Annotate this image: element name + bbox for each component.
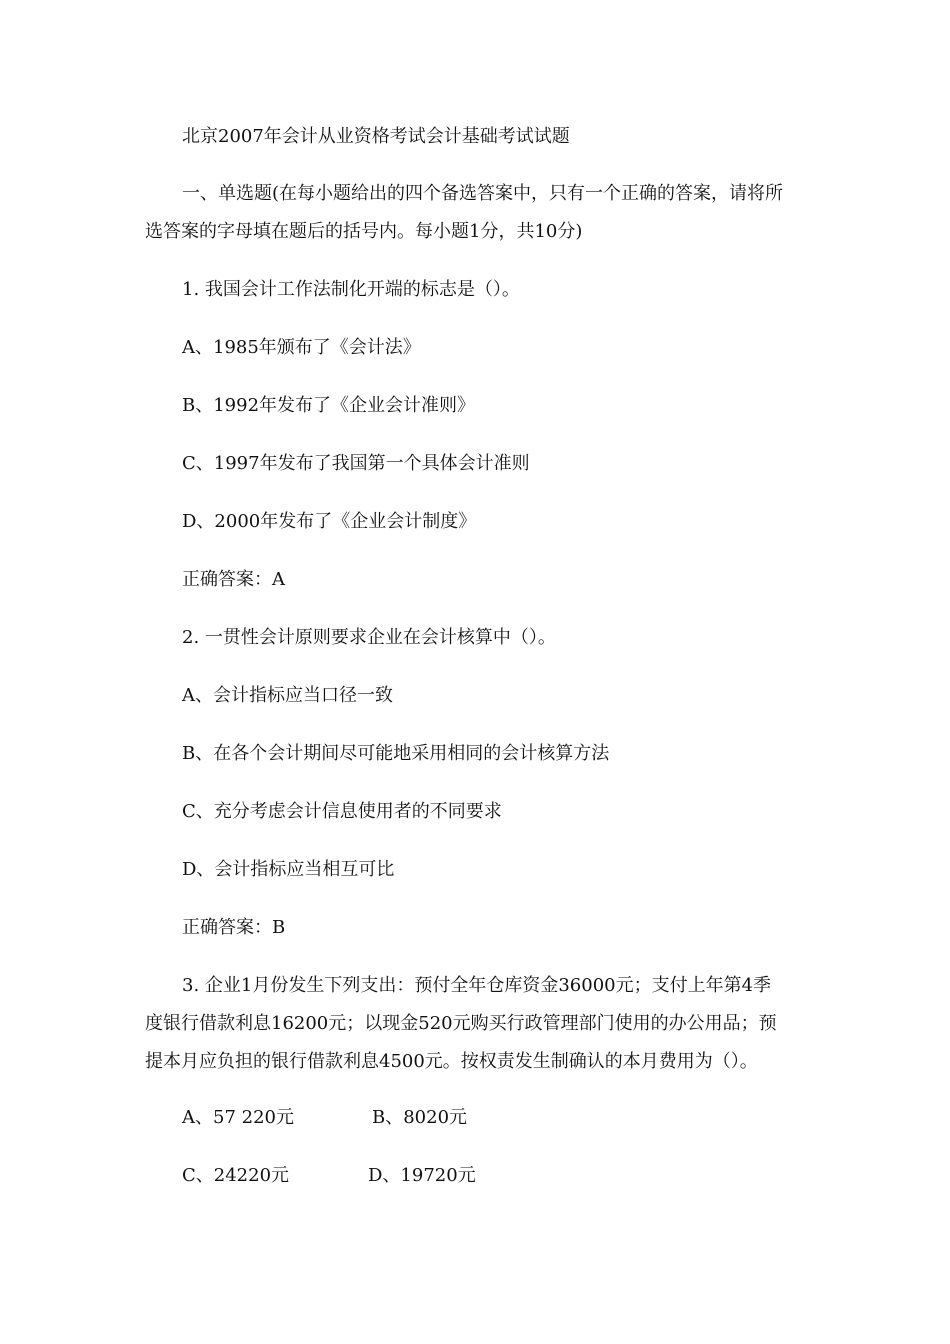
section-heading-line-2: 选答案的字母填在题后的括号内。每小题1分，共10分) [145,221,583,242]
question-2-option-c: C、充分考虑会计信息使用者的不同要求 [182,801,502,822]
question-2-option-d: D、会计指标应当相互可比 [182,859,395,880]
question-3-stem-line-2: 度银行借款利息16200元；以现金520元购买行政管理部门使用的办公用品；预 [145,1013,777,1034]
question-3-option-c: C、24220元 [182,1165,290,1186]
question-1-option-b: B、1992年发布了《企业会计准则》 [182,395,476,416]
question-2-option-b: B、在各个会计期间尽可能地采用相同的会计核算方法 [182,743,610,764]
question-3-option-b: B、8020元 [372,1107,468,1128]
question-1-option-d: D、2000年发布了《企业会计制度》 [182,511,477,532]
page-title: 北京2007年会计从业资格考试会计基础考试试题 [182,126,570,147]
question-3-option-d: D、19720元 [368,1165,476,1186]
question-1-option-a: A、1985年颁布了《会计法》 [182,337,421,358]
question-2-answer: 正确答案：B [182,917,286,938]
question-1-answer: 正确答案：A [182,569,285,590]
question-1-option-c: C、1997年发布了我国第一个具体会计准则 [182,453,530,474]
question-1-stem: 1. 我国会计工作法制化开端的标志是（）。 [182,279,520,300]
question-2-option-a: A、会计指标应当口径一致 [182,685,393,706]
section-heading-line-1: 一、单选题(在每小题给出的四个备选答案中，只有一个正确的答案，请将所 [182,183,784,204]
question-2-stem: 2. 一贯性会计原则要求企业在会计核算中（）。 [182,627,556,648]
question-3-option-a: A、57 220元 [182,1107,294,1128]
question-3-stem-line-3: 提本月应负担的银行借款利息4500元。按权责发生制确认的本月费用为（）。 [145,1051,758,1072]
question-3-stem-line-1: 3. 企业1月份发生下列支出：预付全年仓库资金36000元；支付上年第4季 [182,975,772,996]
